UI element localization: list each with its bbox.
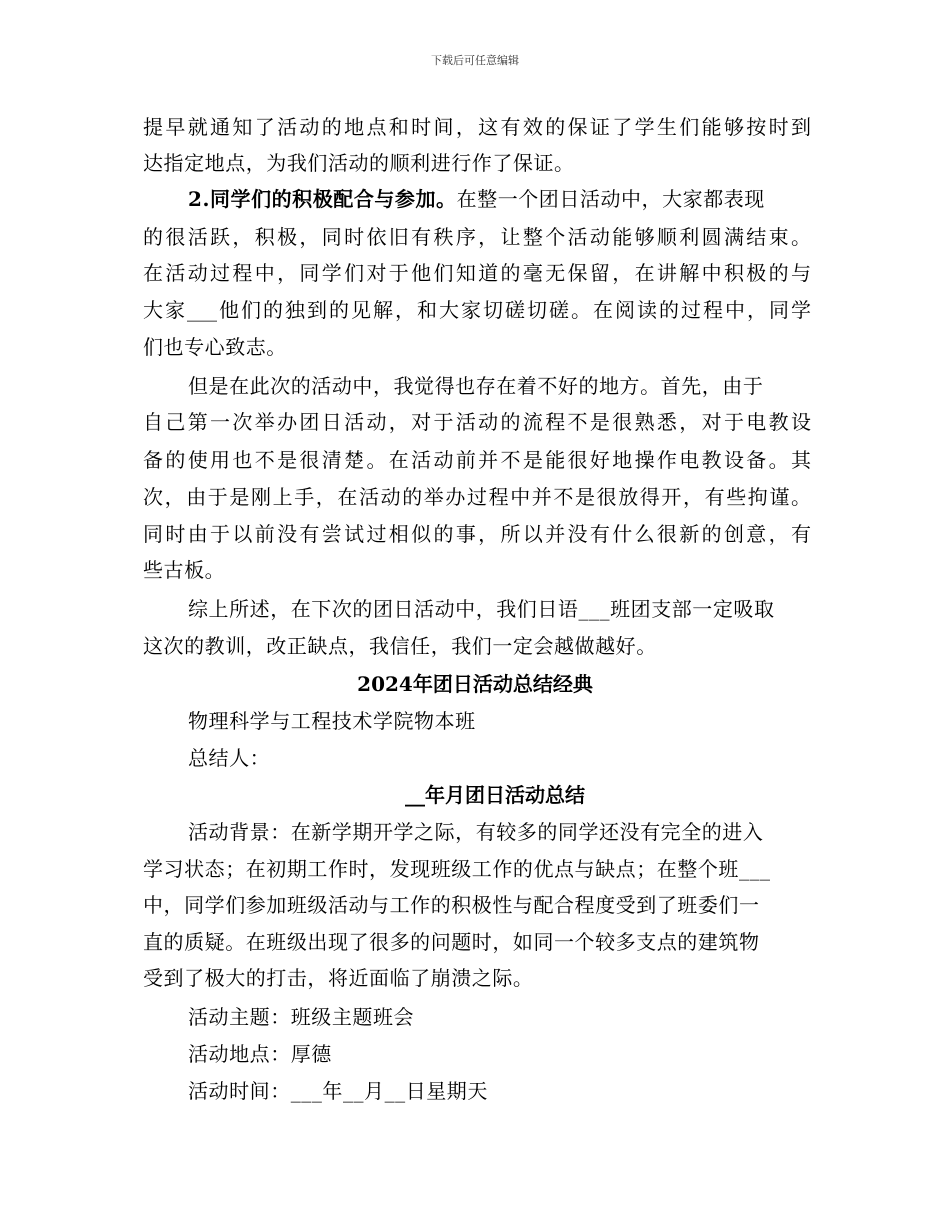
bold-lead: 2.同学们的积极配合与参加。 <box>188 187 457 211</box>
body-line: 大家___他们的独到的见解，和大家切磋切磋。在阅读的过程中，同学 <box>143 298 811 322</box>
section-title: 2024年团日活动总结经典 <box>357 672 593 696</box>
body-line: 中，同学们参加班级活动与工作的积极性与配合程度受到了班委们一 <box>143 893 760 917</box>
body-line: 次，由于是刚上手，在活动的举办过程中并不是很放得开，有些拘谨。 <box>143 485 811 509</box>
body-line: 活动背景：在新学期开学之际，有较多的同学还没有完全的进入 <box>188 820 764 844</box>
body-line-text: 在整一个团日活动中，大家都表现 <box>456 187 765 211</box>
body-line: 总结人： <box>188 746 271 770</box>
body-line: 同时由于以前没有尝试过相似的事，所以并没有什么很新的创意，有 <box>143 522 811 546</box>
body-line: 达指定地点，为我们活动的顺利进行作了保证。 <box>143 151 575 175</box>
body-line: 在活动过程中，同学们对于他们知道的毫无保留，在讲解中积极的与 <box>143 261 811 285</box>
body-line: 些古板。 <box>143 558 226 582</box>
body-line: 的很活跃，积极，同时依旧有秩序，让整个活动能够顺利圆满结束。 <box>143 225 811 249</box>
body-line: 物理科学与工程技术学院物本班 <box>188 709 476 733</box>
body-line: 活动地点：厚德 <box>188 1042 332 1066</box>
body-line: 自己第一次举办团日活动，对于活动的流程不是很熟悉，对于电教设 <box>143 410 811 434</box>
body-line: 提早就通知了活动的地点和时间，这有效的保证了学生们能够按时到 <box>143 115 811 139</box>
body-line: 活动时间：___年__月__日星期天 <box>188 1079 488 1103</box>
body-line: 学习状态；在初期工作时，发现班级工作的优点与缺点；在整个班___ <box>143 857 771 881</box>
body-line: 但是在此次的活动中，我觉得也存在着不好的地方。首先，由于 <box>188 374 764 398</box>
body-line: 直的质疑。在班级出现了很多的问题时，如同一个较多支点的建筑物 <box>143 930 760 954</box>
page-header: 下载后可任意编辑 <box>431 54 519 67</box>
body-line: 这次的教训，改正缺点，我信任，我们一定会越做越好。 <box>143 634 657 658</box>
body-line: 活动主题：班级主题班会 <box>188 1005 415 1029</box>
body-line: 们也专心致志。 <box>143 335 287 359</box>
body-line: 综上所述，在下次的团日活动中，我们日语___班团支部一定吸取 <box>188 597 775 621</box>
body-line: 受到了极大的打击，将近面临了崩溃之际。 <box>143 966 534 990</box>
body-line <box>188 187 765 211</box>
section-title: __年月团日活动总结 <box>405 783 585 807</box>
body-line: 备的使用也不是很清楚。在活动前并不是能很好地操作电教设备。其 <box>143 448 811 472</box>
